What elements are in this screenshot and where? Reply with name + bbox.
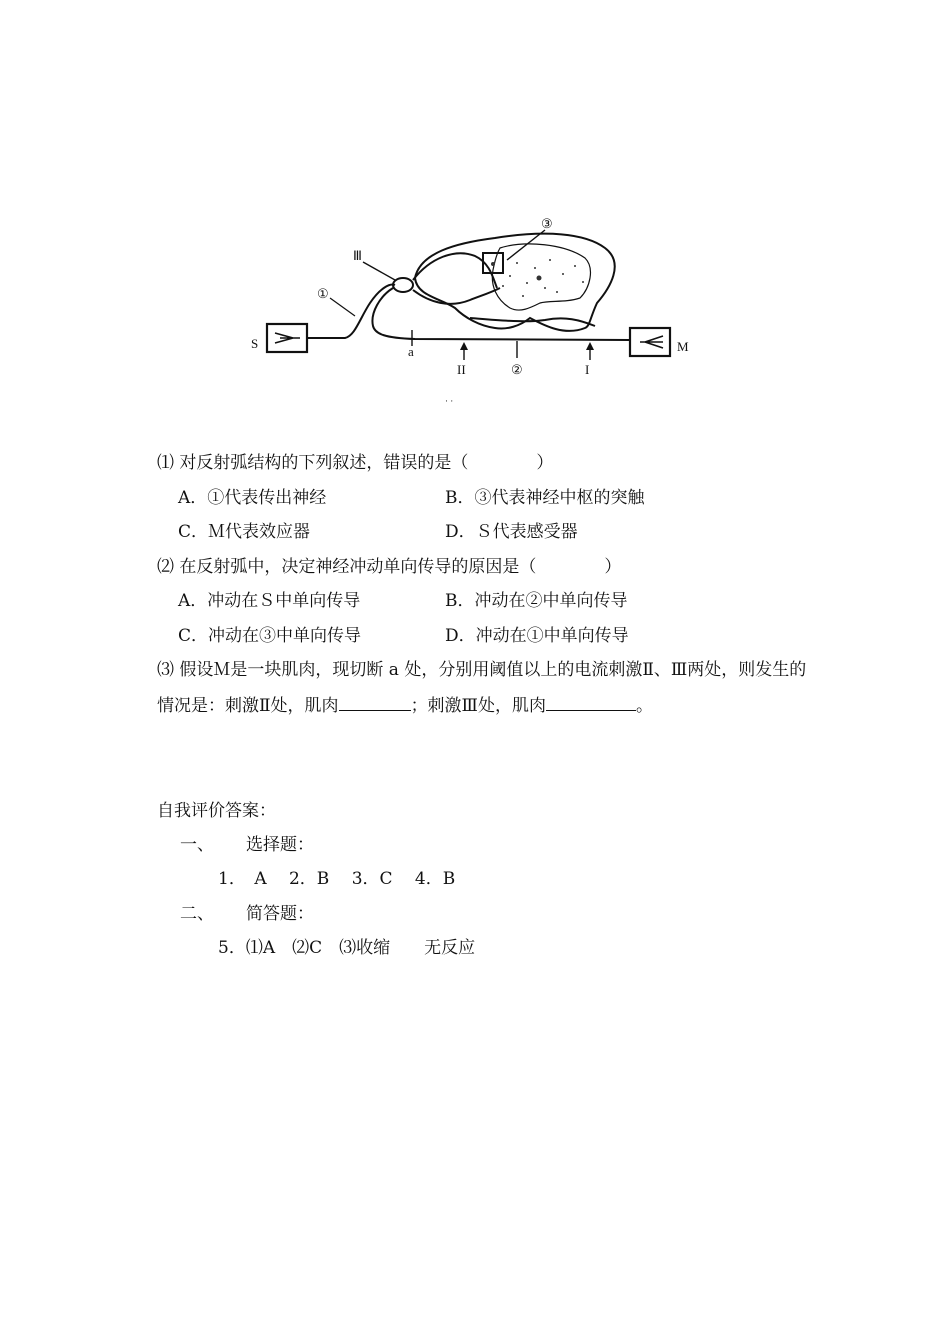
section-2-label: 简答题： — [246, 904, 314, 924]
question-3-line-2 — [157, 694, 653, 717]
q1-option-b: B．③代表神经中枢的突触 — [445, 488, 645, 508]
question-2-stem: ⑵ 在反射弧中，决定神经冲动单向传导的原因是（ ） — [157, 557, 622, 577]
label-c2: ② — [511, 362, 523, 377]
label-m: M — [677, 339, 689, 354]
efferent-fiber — [372, 288, 630, 340]
question-1-stem: ⑴ 对反射弧结构的下列叙述，错误的是（ ） — [157, 453, 554, 473]
reflex-arc-diagram — [245, 208, 705, 408]
diagram-caption: · · — [445, 396, 454, 406]
q3-text-c: 。 — [635, 696, 653, 716]
spinal-cord-outline — [415, 234, 615, 331]
question-3-line-1: ⑶ 假设Ｍ是一块肌肉，现切断 a 处，分别用阈值以上的电流刺激Ⅱ、Ⅲ两处，则发生的 — [157, 660, 807, 680]
label-iii: Ⅲ — [353, 248, 362, 263]
answers-section-2 — [180, 903, 314, 925]
label-s: S — [251, 336, 259, 351]
q1-option-c: C．Ｍ代表效应器 — [178, 522, 311, 542]
answer-blank-2[interactable] — [546, 694, 636, 711]
answer-blank-1[interactable] — [339, 694, 411, 711]
gray-matter — [492, 244, 590, 310]
q2-option-b: B．冲动在②中单向传导 — [445, 591, 628, 611]
section-2-number: 二、 — [180, 904, 214, 924]
q2-option-a: A．冲动在Ｓ中单向传导 — [178, 591, 361, 611]
answers-section-1 — [180, 834, 314, 856]
section-1-label: 选择题： — [246, 835, 314, 855]
q3-text-a: 情况是：刺激Ⅱ处，肌肉 — [157, 696, 339, 716]
answers-title: 自我评价答案： — [157, 801, 276, 821]
q1-option-a: A．①代表传出神经 — [178, 488, 327, 508]
label-c3: ③ — [541, 216, 553, 231]
label-ii: II — [457, 362, 466, 377]
q3-text-b: ；刺激Ⅲ处，肌肉 — [410, 696, 546, 716]
label-c1: ① — [317, 286, 329, 301]
q2-option-c: C．冲动在③中单向传导 — [178, 626, 362, 646]
section-1-number: 一、 — [180, 835, 214, 855]
answers-row-2: 5．⑴A ⑵C ⑶收缩 无反应 — [218, 938, 476, 958]
label-a: a — [408, 344, 414, 359]
label-i: I — [585, 362, 590, 377]
q1-option-d: D．Ｓ代表感受器 — [445, 522, 578, 542]
ganglion — [393, 278, 413, 292]
answers-row-1: 1． A 2．B 3．C 4．B — [218, 869, 456, 889]
q2-option-d: D．冲动在①中单向传导 — [445, 626, 629, 646]
